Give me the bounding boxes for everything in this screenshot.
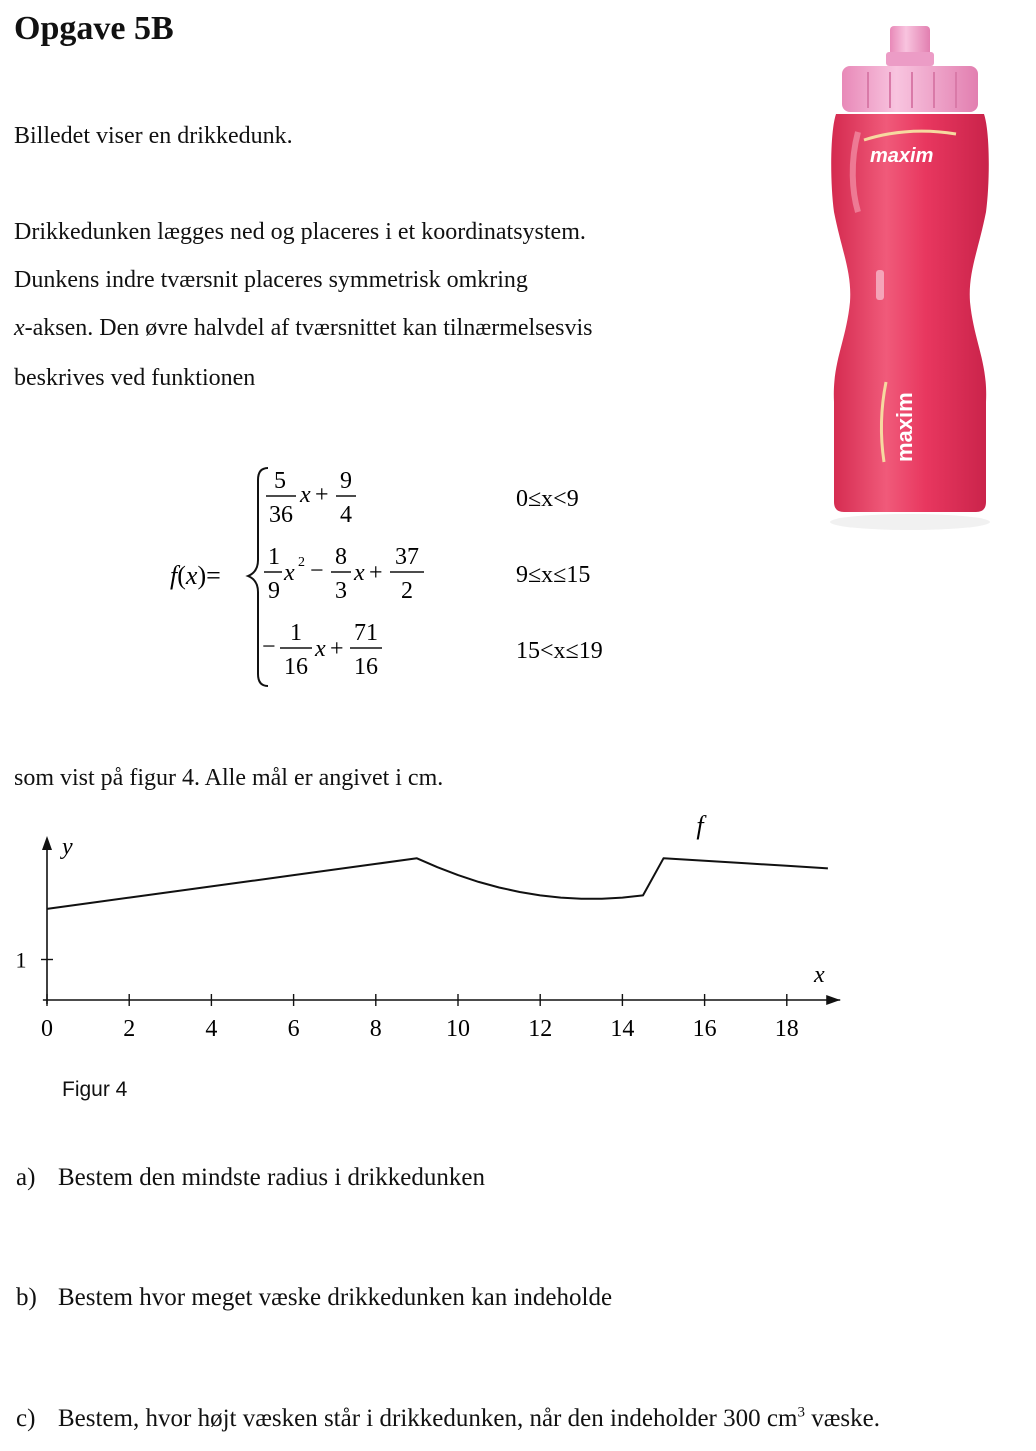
svg-text:x: x	[300, 482, 311, 508]
x-axis-arrow	[826, 995, 840, 1005]
paragraph-line-1: Drikkedunken lægges ned og placeres i et koordinatsystem.	[14, 219, 586, 245]
paragraph-line-4: beskrives ved funktionen	[14, 365, 256, 391]
svg-text:2: 2	[298, 555, 305, 570]
x-tick-label-6: 6	[287, 1016, 300, 1042]
piece-1	[266, 468, 579, 528]
svg-text:4: 4	[340, 502, 352, 528]
x-tick-label-10: 10	[446, 1016, 470, 1042]
x-tick-label-2: 2	[123, 1016, 136, 1042]
svg-text:8: 8	[335, 544, 347, 570]
question-c-label: c)	[16, 1405, 36, 1432]
x-axis-label: x	[814, 962, 825, 988]
svg-text:1: 1	[290, 620, 302, 646]
question-b-text: Bestem hvor meget væske drikkedunken kan indeholde	[58, 1284, 613, 1311]
domain-2: 9≤x≤15	[516, 562, 591, 588]
paragraph-line-3-rest: -aksen. Den øvre halvdel af tværsnittet kan tilnærmelsesvis	[24, 315, 593, 341]
x-tick-label-14: 14	[610, 1016, 635, 1042]
svg-text:x: x	[284, 560, 295, 586]
function-lhs: f(x)=	[170, 561, 221, 590]
svg-text:+: +	[369, 560, 383, 586]
svg-text:3: 3	[335, 578, 347, 604]
svg-text:16: 16	[284, 654, 308, 680]
figure-4-chart	[0, 800, 860, 1060]
question-c-text: Bestem, hvor højt væsken står i drikkedunken, når den indeholder 300 cm	[58, 1405, 798, 1432]
svg-text:9: 9	[340, 468, 352, 494]
svg-text:71: 71	[354, 620, 378, 646]
question-c-text-end: væske.	[804, 1405, 880, 1432]
y-axis-arrow	[42, 836, 52, 850]
paragraph-line-3	[14, 316, 593, 340]
piece-2	[264, 544, 590, 604]
intro-text: Billedet viser en drikkedunk.	[14, 123, 293, 149]
svg-text:1: 1	[268, 544, 280, 570]
question-b-label: b)	[16, 1284, 37, 1311]
svg-text:−: −	[262, 634, 276, 660]
question-a	[16, 1164, 485, 1192]
curve-f	[47, 858, 828, 909]
svg-text:+: +	[315, 482, 329, 508]
figure-caption: Figur 4	[62, 1078, 128, 1101]
paragraph-line-2: Dunkens indre tværsnit placeres symmetrisk omkring	[14, 267, 528, 293]
y-tick-label-1: 1	[15, 947, 27, 973]
page-title: Opgave 5B	[14, 10, 174, 47]
svg-text:−: −	[310, 558, 324, 584]
drinking-bottle-image	[828, 22, 1018, 542]
svg-text:16: 16	[354, 654, 378, 680]
question-c-superscript: 3	[797, 1404, 805, 1421]
piece-3	[262, 620, 603, 680]
x-tick-label-16: 16	[692, 1016, 717, 1042]
svg-text:x: x	[354, 560, 365, 586]
bottle-brand-logo-side: maxim	[892, 392, 917, 462]
question-a-label: a)	[16, 1164, 36, 1191]
question-b	[16, 1284, 612, 1312]
domain-1: 0≤x<9	[516, 486, 579, 512]
svg-text:37: 37	[395, 544, 419, 570]
svg-text:9: 9	[268, 578, 280, 604]
question-a-text: Bestem den mindste radius i drikkedunken	[58, 1164, 486, 1191]
x-tick-label-0: 0	[41, 1016, 53, 1042]
svg-text:2: 2	[401, 578, 413, 604]
bottle-brand-logo-top: maxim	[870, 145, 934, 167]
x-variable: x	[14, 315, 25, 341]
after-formula-text: som vist på figur 4. Alle mål er angivet i cm.	[14, 765, 444, 791]
y-axis-label: y	[62, 834, 73, 860]
x-tick-label-18: 18	[774, 1016, 799, 1042]
x-tick-label-12: 12	[528, 1016, 553, 1042]
piecewise-function	[170, 460, 690, 700]
svg-text:36: 36	[269, 502, 293, 528]
x-tick-label-4: 4	[205, 1016, 218, 1042]
svg-text:+: +	[330, 636, 344, 662]
x-tick-label-8: 8	[369, 1016, 382, 1042]
bottle-cap	[842, 66, 978, 112]
curve-label-f: f	[696, 811, 704, 840]
svg-text:x: x	[315, 636, 326, 662]
domain-3: 15<x≤19	[516, 638, 603, 664]
svg-text:5: 5	[274, 468, 286, 494]
question-c	[16, 1405, 880, 1433]
